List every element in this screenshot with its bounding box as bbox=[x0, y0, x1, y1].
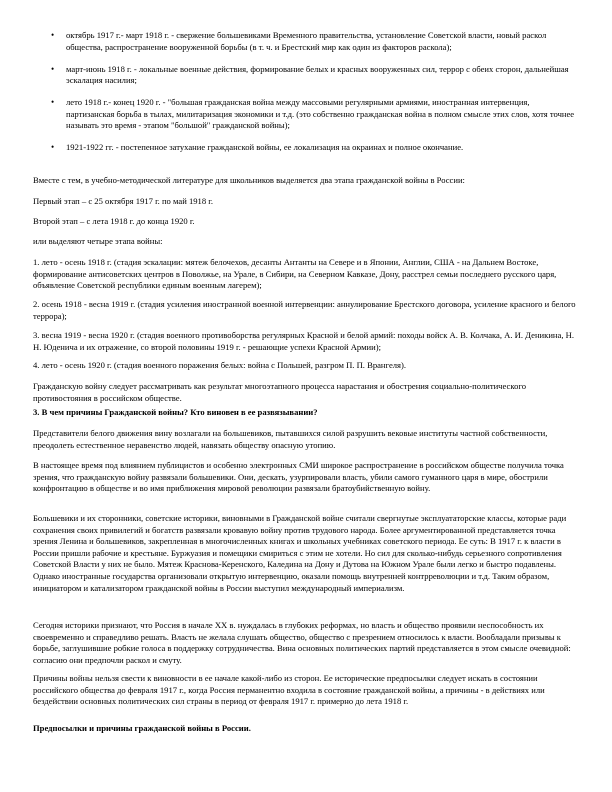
list-item bbox=[43, 142, 578, 154]
list-item bbox=[43, 64, 578, 87]
paragraph: Сегодня историки признают, что Россия в начале XX в. нуждалась в глубоких реформах, но власть и общество проявили неспособность их своевременно и справедливо решать. Власть не желала слушать общество, общество с презрением относилось к власти. Вообладали призывы к борьбе, заглушившие робкие голоса в поддержку сотрудничества. Вина основных политических партий представляется в этом смысле очевидной: согласию они предпочли раскол и смуту. bbox=[33, 620, 571, 665]
paragraph: Вместе с тем, в учебно-методической литературе для школьников выделяется два этапа гражданской войны в России: bbox=[33, 175, 465, 185]
paragraph: В настоящее время под влиянием публицистов и особенно электронных СМИ широкое распространение в российском обществе получила точка зрения, что гражданскую войну развязали большевики. Они, дескать, узурпировали власть, убили самого гуманного царя в мире, обострили конфронтацию в обществе и во имя приближения мировой революции развязали братоубийственную войну. bbox=[33, 460, 564, 494]
paragraph: Большевики и их сторонники, советские историки, виновными в Гражданской войне считали свергнутые эксплуататорские классы, которые ради сохранения своих привилегий и богатств развязали кровавую войну против трудового народа. Более аргументированной представляется точка зрения Ленина и большевиков, закрепленная в многочисленных книгах и школьных учебниках советского периода. Ее суть: В 1917 г. к власти в России пришли рабочие и крестьяне. Буржуазия и помещики смириться с этим не хотели. Но сил для сколько-нибудь серьезного сопротивления Советской Власти у них не было. Мятеж Краснова-Керенского, Каледина на Дону и Дутова на Южном Урале были легко и быстро подавлены. Однако иностранные государства организовали открытую интервенцию, оказали помощь внутренней контрреволюции и т.д. Таким образом, инициатором и катализатором гражданской войны в России выступил международный империализм. bbox=[33, 513, 567, 593]
paragraph: 1. лето - осень 1918 г. (стадия эскалации: мятеж белочехов, десанты Антанты на Севере и в Японии, Англии, США - на Дальнем Востоке, формирование антисоветских центров в Поволжье, на Урале, в Сибири, на Северном Кавказе, Дону, расстрел семьи последнего русского царя, объявление Советской республики единым военным лагерем); bbox=[33, 257, 557, 291]
paragraph: Первый этап – с 25 октября 1917 г. по май 1918 г. bbox=[33, 196, 213, 206]
paragraph: Причины войны нельзя свести к виновности в ее начале какой-либо из сторон. Ее исторические предпосылки следует искать в состоянии российского общества до февраля 1917 г., когда Россия перманентно входила в состояние гражданской войны, а причины - в действиях или бездействии основных политических сил страны в период от февраля 1917 г. примерно до лета 1918 г. bbox=[33, 673, 545, 707]
bullet-icon: • bbox=[51, 30, 55, 40]
list-item-text: 1921-1922 гг. - постепенное затухание гражданской войны, ее локализация на окраинах и полное окончание. bbox=[66, 142, 464, 153]
bullet-icon: • bbox=[51, 63, 55, 74]
section-heading: 3. В чем причины Гражданской войны? Кто виновен в ее развязывании? bbox=[33, 407, 318, 417]
bullet-icon: • bbox=[51, 142, 55, 153]
paragraph: 4. лето - осень 1920 г. (стадия военного поражения белых: война с Польшей, разгром П. П. Врангеля). bbox=[33, 360, 407, 370]
list-item bbox=[43, 30, 578, 53]
list-item-text: март-июнь 1918 г. - локальные военные действия, формирование белых и красных вооруженных сил, террор с обеих сторон, дальнейшая эскалация насилия; bbox=[66, 63, 569, 86]
list-item bbox=[43, 97, 578, 132]
list-item-text: лето 1918 г.- конец 1920 г. - "большая гражданская война между массовыми регулярными армиями, иностранная интервенция, партизанская борьба в тылах, милитаризация экономики и т.д. (это собственно гражданская война в полном смысле этих слов, хотя точнее называть это время - этапом "большой" гражданской войны); bbox=[66, 97, 575, 131]
paragraph: 3. весна 1919 - весна 1920 г. (стадия военного противоборства регулярных Красной и белой армий: походы войск А. В. Колчака, А. И. Деникина, Н. Н. Юденича и их отражение, со второй половины 1919 г. - решающие успехи Красной Армии); bbox=[33, 330, 574, 352]
section-heading: Предпосылки и причины гражданской войны в России. bbox=[33, 723, 251, 733]
stages-bullet-list bbox=[43, 30, 578, 164]
paragraph: Представители белого движения вину возлагали на большевиков, пытавшихся силой разрушить вековые институты частной собственности, преодолеть естественное неравенство людей, навязать обществу опасную утопию. bbox=[33, 428, 548, 450]
paragraph: 2. осень 1918 - весна 1919 г. (стадия усиления иностранной военной интервенции: аннулирование Брестского договора, усиление красного и белого террора); bbox=[33, 299, 576, 321]
list-item-text: октябрь 1917 г.- март 1918 г. - свержение большевиками Временного правительства, установление Советской власти, новый раскол общества, распространение вооруженной борьбы (в т. ч. и Брестский мир как один из факторов раскола); bbox=[66, 30, 547, 52]
paragraph: Гражданскую войну следует рассматривать как результат многоэтапного процесса нарастания и обострения социально-политического противостояния в российском обществе. bbox=[33, 381, 526, 403]
paragraph: или выделяют четыре этапа войны: bbox=[33, 236, 163, 246]
paragraph: Второй этап – с лета 1918 г. до конца 1920 г. bbox=[33, 216, 195, 226]
bullet-icon: • bbox=[51, 97, 55, 108]
